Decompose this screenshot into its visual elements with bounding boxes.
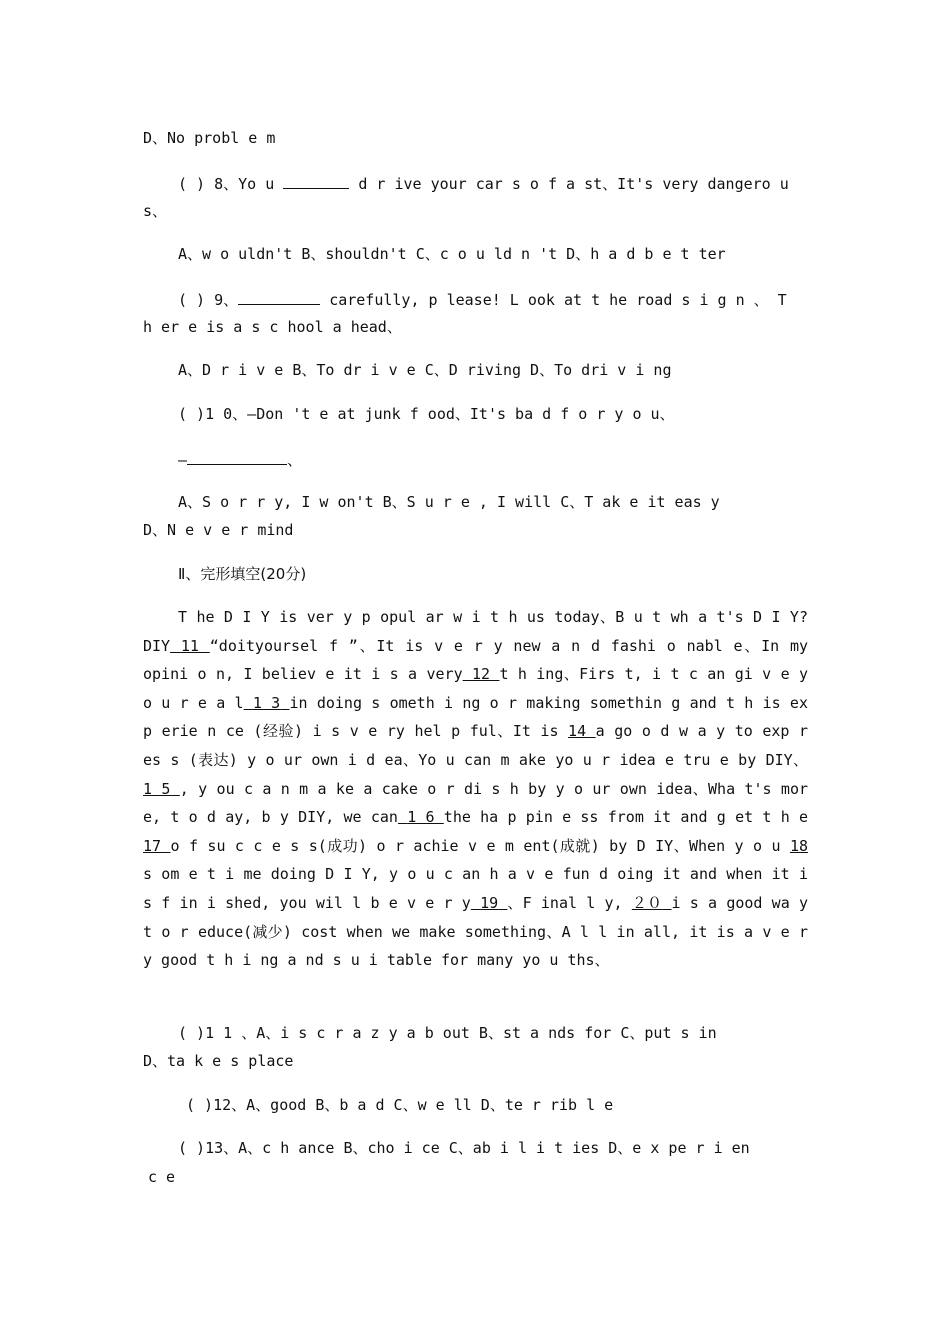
blank-11-number: 11 — [180, 636, 199, 655]
q9-text: carefully, p lease! L ook at t he road s i g n 、 T — [329, 291, 787, 309]
blank-14-number: 14 — [568, 722, 587, 741]
question-10: ( )1 0、—Don 't e at junk f ood、It's ba d f o r y o u、 — [178, 405, 675, 423]
passage-text: t h ing、Firs t, i t c an gi v e y o u r e a l — [143, 665, 808, 712]
q10-option-d: D、N e v e r mind — [143, 521, 294, 539]
blank-11 — [170, 637, 210, 655]
blank-16 — [398, 808, 444, 826]
question-9 — [178, 288, 808, 310]
blank-19-number: 19 — [480, 893, 499, 912]
blank-17 — [143, 837, 171, 855]
passage-text: T he D I Y is ver y p opul ar w i t h us today、B u t wh a t's D I Y? DIY — [143, 608, 808, 655]
q7-option-d: D、No probl e m — [143, 129, 276, 147]
passage-text: a go o d w a y to exp r es s (表达) y o ur own i d ea、Yo u can m ake yo u r idea e tru e by DIY、 — [143, 722, 808, 769]
blank-20 — [632, 894, 672, 912]
passage-text: 、F inal l y, — [507, 893, 632, 912]
blank-19 — [471, 894, 508, 912]
cloze-passage — [143, 603, 808, 1003]
passage-text: the ha p pin e ss from it and g et t h e — [443, 808, 808, 827]
q10-reply-end: 、 — [287, 451, 303, 469]
q8-text: d r ive your car s o f a st、It's very dangero u — [358, 175, 789, 193]
blank-13-number: 1 3 — [252, 693, 281, 712]
passage-text: o f su c c e s s(成功) o r achie v e m ent(成就) by D IY、When y o u — [170, 836, 790, 855]
passage-text: s om e t i me doing D I Y, y o u c an h a v e fun d oing it and when it i s f in i shed, you wil l b e v e r y — [143, 865, 808, 912]
question-11: ( )1 1 、A、i s c r a z y a b out B、st a nds for C、put s in — [178, 1024, 717, 1042]
blank-15-number: 1 5 — [143, 779, 171, 798]
q9-answer-blank[interactable] — [238, 288, 320, 305]
q9-continuation: h er e is a s c hool a head、 — [143, 318, 402, 336]
passage-text: i s a good wa y t o r educe(减少) cost when we make something、A l l in all, it is a v e r y good t h i ng a nd s u i table for many yo u ths、 — [143, 893, 808, 970]
question-8 — [178, 172, 808, 194]
blank-13 — [244, 694, 290, 712]
section-2-heading: Ⅱ、完形填空(20分) — [178, 565, 307, 583]
q8-options: A、w o uldn't B、shouldn't C、c o u ld n 't D、h a d b e t ter — [178, 245, 726, 263]
q10-reply — [178, 448, 808, 470]
q10-reply-dash: — — [178, 451, 188, 469]
passage-text: in doing s ometh i ng o r making somethin g and t h is ex p erie n ce (经验) i s v e ry hel p ful、It is — [143, 693, 808, 741]
question-13: ( )13、A、c h ance B、cho i ce C、ab i l i t ies D、e x pe r i en — [178, 1139, 750, 1157]
passage-text: , y ou c a n m a ke a cake o r di s h by y o ur own idea、Wha t's mor e, t o d ay, b y DIY, we can — [143, 779, 808, 827]
q8-answer-blank[interactable] — [283, 172, 349, 189]
q10-options: A、S o r r y, I w on't B、S u r e , I will C、T ak e it eas y — [178, 493, 720, 511]
blank-17-number: 17 — [143, 836, 162, 855]
question-12: ( )12、A、good B、b a d C、w e ll D、te r rib l e — [186, 1096, 614, 1114]
q8-number: ( ) 8、Yo u — [178, 175, 275, 193]
q9-options: A、D r i v e B、To dr i v e C、D riving D、To dri v i ng — [178, 361, 672, 379]
q13-continuation: c e — [148, 1168, 176, 1186]
q9-number: ( ) 9、 — [178, 291, 239, 309]
q10-answer-blank[interactable] — [187, 448, 287, 465]
blank-18 — [790, 837, 808, 855]
q11-option-d: D、ta k e s place — [143, 1052, 294, 1070]
blank-14 — [568, 722, 596, 740]
q8-continuation: s、 — [143, 202, 168, 220]
blank-16-number: 1 6 — [407, 808, 435, 827]
passage-text: “doityoursel f ”、It is v e r y new a n d fashi o nabl e、In my opini o n, I believ e it i s a very — [143, 636, 808, 684]
blank-15 — [143, 780, 180, 798]
blank-12 — [463, 665, 500, 683]
blank-20-number: ２０ — [631, 893, 663, 912]
blank-18-number: 18 — [789, 836, 808, 855]
blank-12-number: 12 — [472, 665, 491, 684]
